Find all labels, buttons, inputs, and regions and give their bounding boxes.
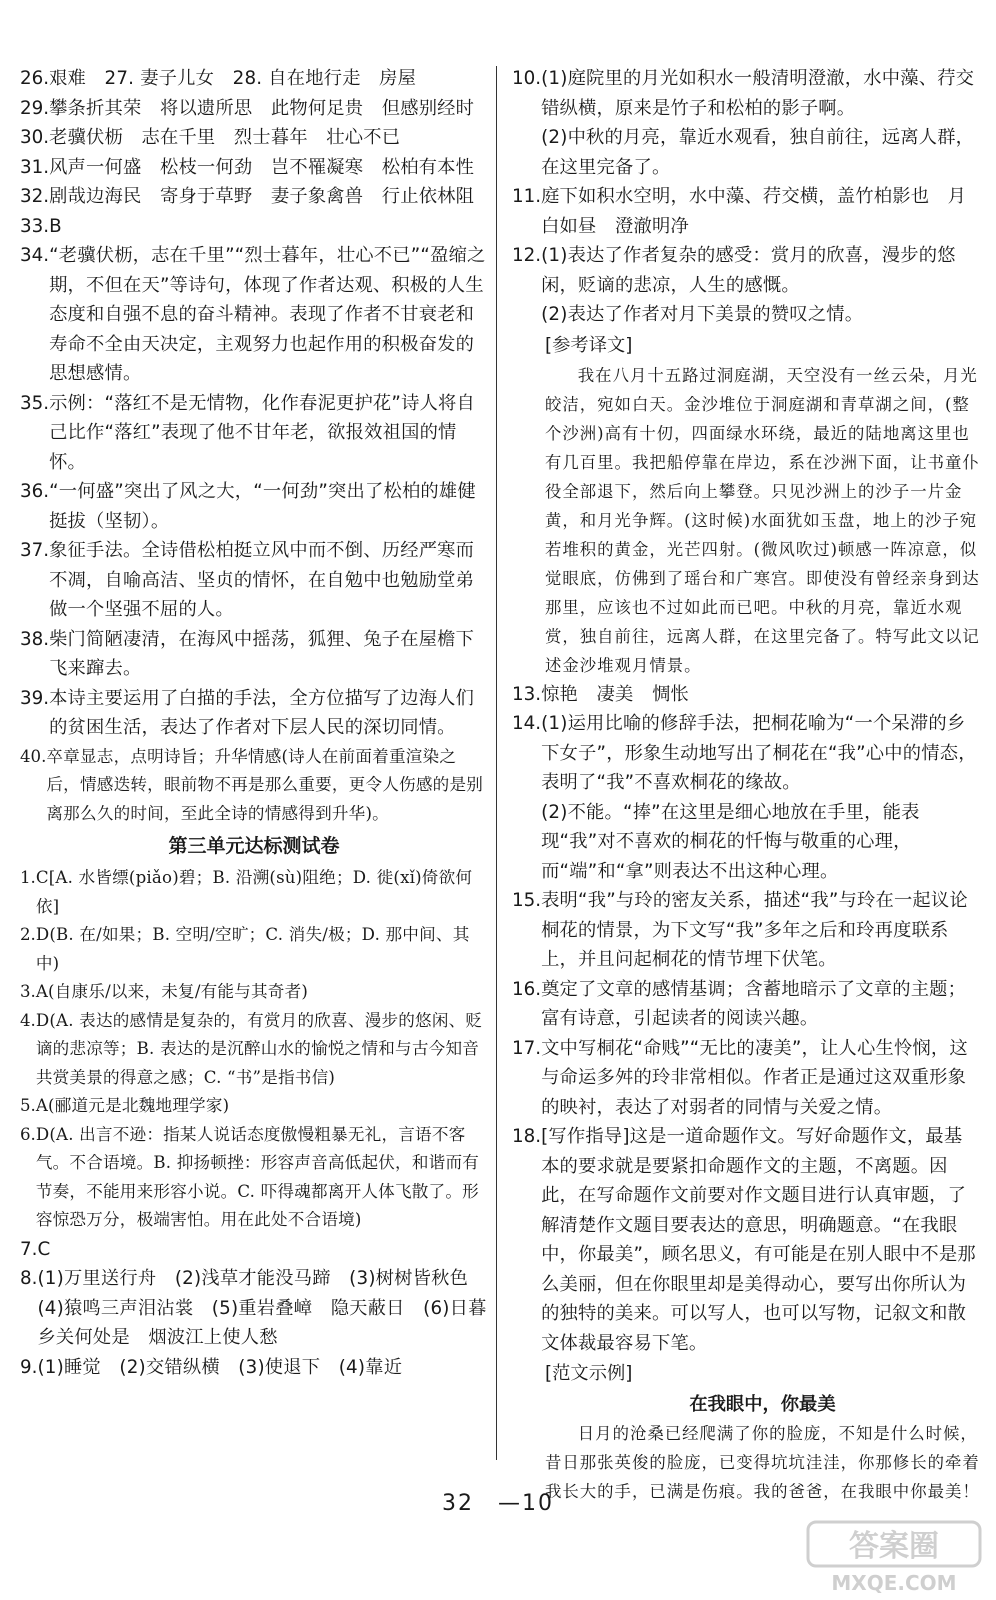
answer-item <box>512 64 980 182</box>
answer-text: “老骥伏枥，志在千里”“烈士暮年，壮心不已”“盈缩之期，不但在天”等诗句，体现了作者达观、积极的人生态度和自强不息的奋斗精神。表现了作者不甘衰老和寿命不全由天决定，主观努力也起作用的积极奋发的思想感情。 <box>49 245 486 384</box>
answer-item <box>20 743 488 829</box>
answer-number: 36. <box>20 481 50 502</box>
answer-text: (1)睡觉 (2)交错纵横 (3)使退下 (4)靠近 <box>37 1356 403 1378</box>
answer-item <box>20 921 488 978</box>
answer-item <box>20 389 488 478</box>
answer-number: 38. <box>20 628 50 650</box>
answer-number: 30. <box>20 127 50 148</box>
answer-item <box>512 241 980 330</box>
answer-item <box>20 123 488 153</box>
answer-text: 卒章显志，点明诗旨；升华情感(诗人在前面着重渲染之后，情感迭转，眼前物不再是那么重要，更令人伤感的是别离那么久的时间，至此全诗的情感得到升华)。 <box>46 746 484 823</box>
answer-number: 40. <box>20 746 47 766</box>
section-title: 第三单元达标测试卷 <box>168 835 340 857</box>
answer-text: B <box>49 215 62 237</box>
answer-number: 8. <box>20 1268 38 1289</box>
answer-item <box>20 64 488 94</box>
answer-number: 1. <box>20 868 36 887</box>
answer-item <box>20 1092 488 1121</box>
answer-text: 老骥伏枥 志在千里 烈士暮年 壮心不已 <box>49 127 401 148</box>
answer-number: 14. <box>512 713 542 734</box>
answer-number: 31. <box>20 156 50 178</box>
answer-text: A(自康乐/以来，未复/有能与其奇者) <box>35 982 309 1001</box>
answer-text: C[A. 水皆缥(piǎo)碧；B. 沿溯(sù)阻绝；D. 徙(xǐ)倚欲何依] <box>35 868 473 916</box>
answer-item <box>20 182 488 212</box>
watermark-icon <box>806 1520 982 1594</box>
answer-subline: (1)运用比喻的修辞手法，把桐花喻为“一个呆滞的乡下女子”，形象生动地写出了桐花在“我”心中的情态，表明了“我”不喜欢桐花的缘故。 <box>541 713 977 793</box>
watermark-logo <box>806 1520 982 1594</box>
answer-item <box>512 680 980 710</box>
left-column <box>20 64 488 1382</box>
answer-text: 象征手法。全诗借松柏挺立风中而不倒、历经严寒而不凋，自喻高洁、坚贞的情怀，在自勉中也勉励堂弟做一个坚强不屈的人。 <box>49 540 475 620</box>
answer-item <box>20 1121 488 1235</box>
answer-number: 18. <box>512 1126 542 1147</box>
answer-number: 26. <box>20 68 50 89</box>
answer-item <box>20 94 488 124</box>
page-number: 32 —10 <box>442 1491 554 1516</box>
answer-number: 12. <box>512 245 542 266</box>
sample-essay-body: 日月的沧桑已经爬满了你的脸庞，不知是什么时候，昔日那张英俊的脸庞，已变得坑坑洼洼，你那修长的牵着我长大的手，已满是伤痕。我的爸爸，在我眼中你最美！ <box>545 1424 980 1501</box>
answer-text: 文中写桐花“命贱”“无比的凄美”，让人心生怜悯，这与命运多舛的玲非常相似。作者正是通过这双重形象的映衬，表达了对弱者的同情与关爱之情。 <box>541 1037 968 1118</box>
answer-number: 10. <box>512 68 542 89</box>
answer-number: 33. <box>20 215 50 237</box>
answer-number: 9. <box>20 1356 38 1378</box>
answer-item <box>512 886 980 975</box>
answer-item <box>20 536 488 625</box>
answer-subline: (2)中秋的月亮，靠近水观看，独自前往，远离人群，在这里完备了。 <box>541 127 975 178</box>
answer-item <box>20 864 488 921</box>
answer-item <box>20 684 488 743</box>
answer-list-a <box>20 64 488 828</box>
answer-text: 奠定了文章的感情基调；含蓄地暗示了文章的主题；富有诗意，引起读者的阅读兴趣。 <box>541 978 967 1029</box>
answer-text <box>541 241 980 330</box>
answer-number: 7. <box>20 1238 38 1260</box>
answer-text: 剧哉边海民 寄身于草野 妻子象禽兽 行止依林阻 <box>49 186 475 207</box>
answer-item <box>20 153 488 183</box>
answer-item <box>20 1264 488 1353</box>
answer-item <box>512 975 980 1034</box>
answer-text: 攀条折其荣 将以遗所思 此物何足贵 但感别经时 <box>49 97 475 119</box>
answer-text: 庭下如积水空明，水中藻、荇交横，盖竹柏影也 月白如昼 澄澈明净 <box>541 186 967 237</box>
answer-item <box>512 709 980 886</box>
answer-number: 16. <box>512 978 542 1000</box>
answer-text: 表明“我”与玲的密友关系，描述“我”与玲在一起议论桐花的情景，为下文写“我”多年之后和玲再度联系上，并且问起桐花的情节埋下伏笔。 <box>541 890 968 970</box>
answer-item <box>512 1122 980 1358</box>
answer-number: 39. <box>20 687 50 709</box>
answer-text: 示例：“落红不是无情物，化作春泥更护花”诗人将自己比作“落红”表现了他不甘年老，欲报效祖国的情怀。 <box>49 392 476 473</box>
answer-number: 13. <box>512 683 542 705</box>
answer-item <box>20 1353 488 1383</box>
answer-number: 5. <box>20 1096 36 1115</box>
answer-number: 29. <box>20 97 50 119</box>
watermark-text-top: 答案圈 <box>849 1529 939 1564</box>
sample-essay-title: 在我眼中，你最美 <box>689 1394 836 1415</box>
answer-text: 风声一何盛 松枝一何劲 岂不罹凝寒 松柏有本性 <box>49 156 475 178</box>
answer-text: 本诗主要运用了白描的手法，全方位描写了边海人们的贫困生活，表达了作者对下层人民的深切同情。 <box>49 687 475 738</box>
answer-text: A(郦道元是北魏地理学家) <box>35 1096 230 1115</box>
answer-number: 4. <box>20 1010 36 1030</box>
column-divider <box>496 66 497 1460</box>
answer-number: 35. <box>20 392 50 414</box>
answer-subline: (2)表达了作者对月下美景的赞叹之情。 <box>541 304 864 325</box>
answer-item <box>20 1007 488 1093</box>
answer-text: 惊艳 凄美 惆怅 <box>541 683 689 705</box>
answer-text: C <box>37 1238 51 1260</box>
answer-text: “一何盛”突出了风之大，“一何劲”突出了松柏的雄健挺拔（坚韧）。 <box>49 481 476 532</box>
answer-list-b <box>20 864 488 1382</box>
answer-number: 34. <box>20 245 50 266</box>
answer-text <box>541 64 980 182</box>
answer-text: (1)万里送行舟 (2)浅草才能没马蹄 (3)树树皆秋色 (4)猿鸣三声泪沾裳 (5)重岩叠嶂 隐天蔽日 (6)日暮乡关何处是 烟波江上使人愁 <box>37 1268 487 1348</box>
answer-number: 17. <box>512 1037 542 1059</box>
answer-text: 艰难 27. 妻子儿女 28. 自在地行走 房屋 <box>49 68 417 89</box>
answer-subline: (2)不能。“捧”在这里是细心地放在手里，能表现“我”对不喜欢的桐花的忏悔与敬重的心理，而“端”和“拿”则表达不出这种心理。 <box>541 801 920 882</box>
watermark-text-bottom: MXQE.COM <box>831 1571 957 1594</box>
answer-item <box>512 1034 980 1123</box>
answer-text: D(B. 在/如果；B. 空明/空旷；C. 消失/极；D. 那中间、其中) <box>35 925 470 973</box>
answer-text: D(A. 出言不逊：指某人说话态度傲慢粗暴无礼，言语不客气。不合语境。B. 抑扬顿挫：形容声音高低起伏，和谐而有节奏，不能用来形容小说。C. 吓得魂都离开人体飞散了。形容惊恐万分，极端害怕。用在此处不合语境) <box>35 1124 480 1229</box>
answer-item <box>512 182 980 241</box>
sample-essay-tag: [范文示例] <box>545 1363 633 1384</box>
answer-number: 11. <box>512 186 542 207</box>
answer-text: D(A. 表达的感情是复杂的，有赏月的欣喜、漫步的悠闲、贬谪的悲凉等；B. 表达的是沉醉山水的愉悦之情和与古今知音共赏美景的得意之感；C. “书”是指书信) <box>35 1010 483 1087</box>
answer-number: 3. <box>20 982 36 1001</box>
answer-number: 37. <box>20 540 50 561</box>
answer-number: 15. <box>512 890 542 911</box>
answer-item <box>20 477 488 536</box>
answer-item <box>20 625 488 684</box>
answer-text: [写作指导]这是一道命题作文。写好命题作文，最基本的要求就是要紧扣命题作文的主题，不离题。因此，在写命题作文前要对作文题目进行认真审题，了解清楚作文题目要表达的意思，明确题意。“在我眼中，你最美”，顾名思义，有可能是在别人眼中不是那么美丽，但在你眼里却是美得动心，要写出你所认为的独特的美来。可以写人，也可以写物，记叙文和散文体裁最容易下笔。 <box>541 1126 976 1354</box>
right-column <box>512 64 980 1506</box>
answer-text: 柴门简陋凄清，在海风中摇荡，狐狸、兔子在屋檐下飞来蹿去。 <box>49 628 475 679</box>
answer-item <box>20 1235 488 1265</box>
answer-number: 2. <box>20 925 36 944</box>
answer-item <box>20 241 488 389</box>
answer-text <box>541 709 980 886</box>
reference-translation: 我在八月十五路过洞庭湖，天空没有一丝云朵，月光皎洁，宛如白天。金沙堆位于洞庭湖和青草湖之间，(整个沙洲)高有十仞，四面绿水环绕，最近的陆地离这里也有几百里。我把船停靠在岸边，系在沙洲下面，让书童仆役全部退下，然后向上攀登。只见沙洲上的沙子一片金黄，和月光争辉。(这时候)水面犹如玉盘，地上的沙子宛若堆积的黄金，光芒四射。(微风吹过)顿感一阵凉意，似觉眼底，仿佛到了瑶台和广寒宫。即使没有曾经亲身到达那里，应该也不过如此而已吧。中秋的月亮，靠近水观赏，独自前往，远离人群，在这里完备了。特写此文以记述金沙堆观月情景。 <box>545 365 980 675</box>
answer-subline: (1)庭院里的月光如积水一般清明澄澈，水中藻、荇交错纵横，原来是竹子和松柏的影子啊。 <box>541 68 975 119</box>
answer-number: 6. <box>20 1124 36 1144</box>
answer-item <box>20 978 488 1007</box>
reference-translation-tag: [参考译文] <box>545 334 633 356</box>
answer-subline: (1)表达了作者复杂的感受：赏月的欣喜，漫步的悠闲，贬谪的悲凉，人生的感慨。 <box>541 245 956 296</box>
answer-item <box>20 212 488 242</box>
answer-number: 32. <box>20 186 50 207</box>
